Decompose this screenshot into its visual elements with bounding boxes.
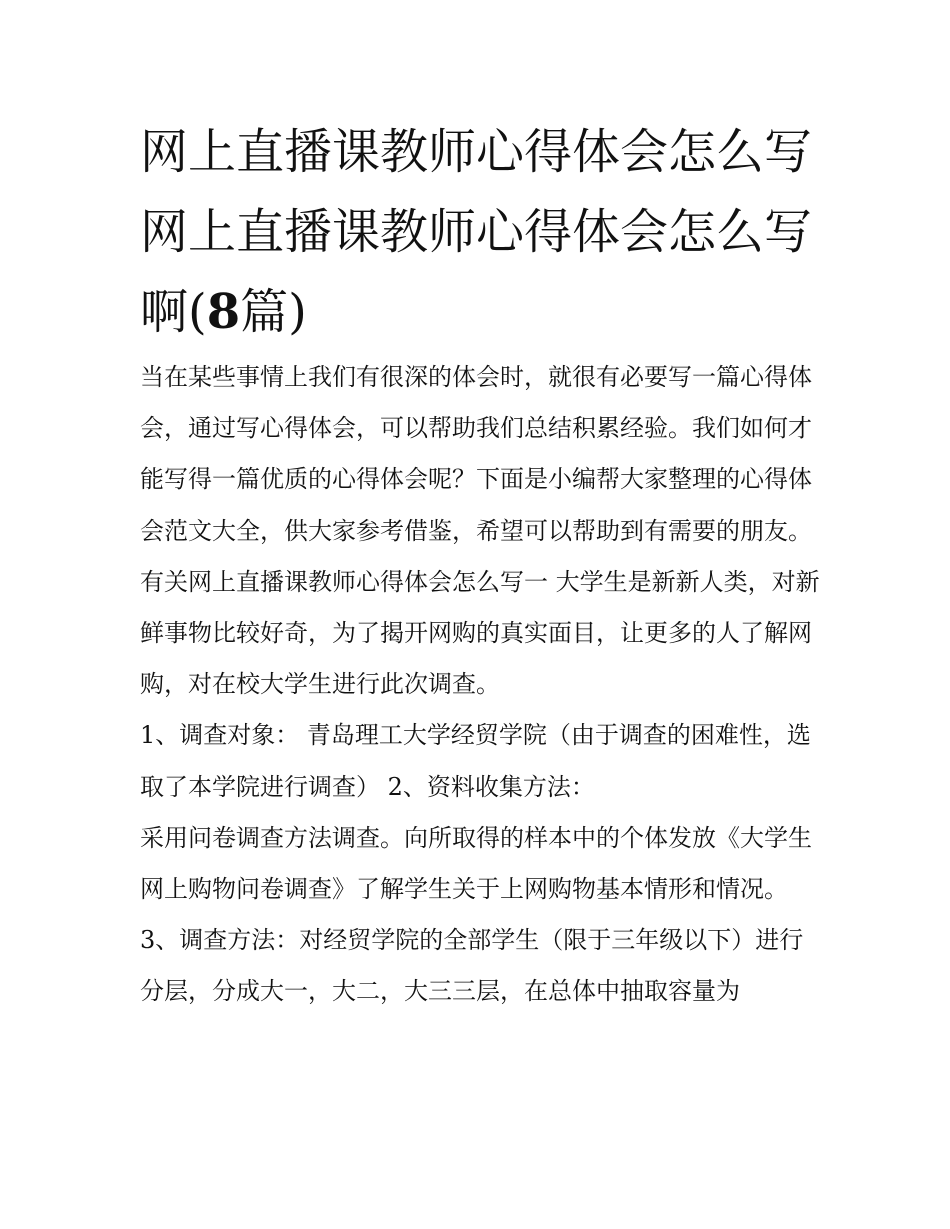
paragraph-intro: 当在某些事情上我们有很深的体会时，就很有必要写一篇心得体会，通过写心得体会，可以帮助我们总结积累经验。我们如何才能写得一篇优质的心得体会呢？下面是小编帮大家整理的心得体会范文大全，供大家参考借鉴，希望可以帮助到有需要的朋友。: [140, 363, 812, 545]
document-body: [140, 352, 820, 1018]
paragraph-survey-questionnaire: 采用问卷调查方法调查。向所取得的样本中的个体发放《大学生网上购物问卷调查》了解学生关于上网购物基本情形和情况。: [140, 823, 812, 904]
title-count: 8: [206, 284, 241, 340]
document-title: 网上直播课教师心得体会怎么写 网上直播课教师心得体会怎么写啊(8篇): [140, 124, 813, 340]
paragraph-section-one: 有关网上直播课教师心得体会怎么写一 大学生是新新人类，对新鲜事物比较好奇，为了揭开网购的真实面目，让更多的人了解网购，对在校大学生进行此次调查。: [140, 567, 820, 699]
paragraph-survey-subject: 1、调查对象： 青岛理工大学经贸学院（由于调查的困难性，选取了本学院进行调查） 2、资料收集方法：: [140, 721, 811, 801]
paragraph-survey-method: 3、调查方法：对经贸学院的全部学生（限于三年级以下）进行分层，分成大一，大二，大三三层，在总体中抽取容量为: [140, 926, 804, 1006]
